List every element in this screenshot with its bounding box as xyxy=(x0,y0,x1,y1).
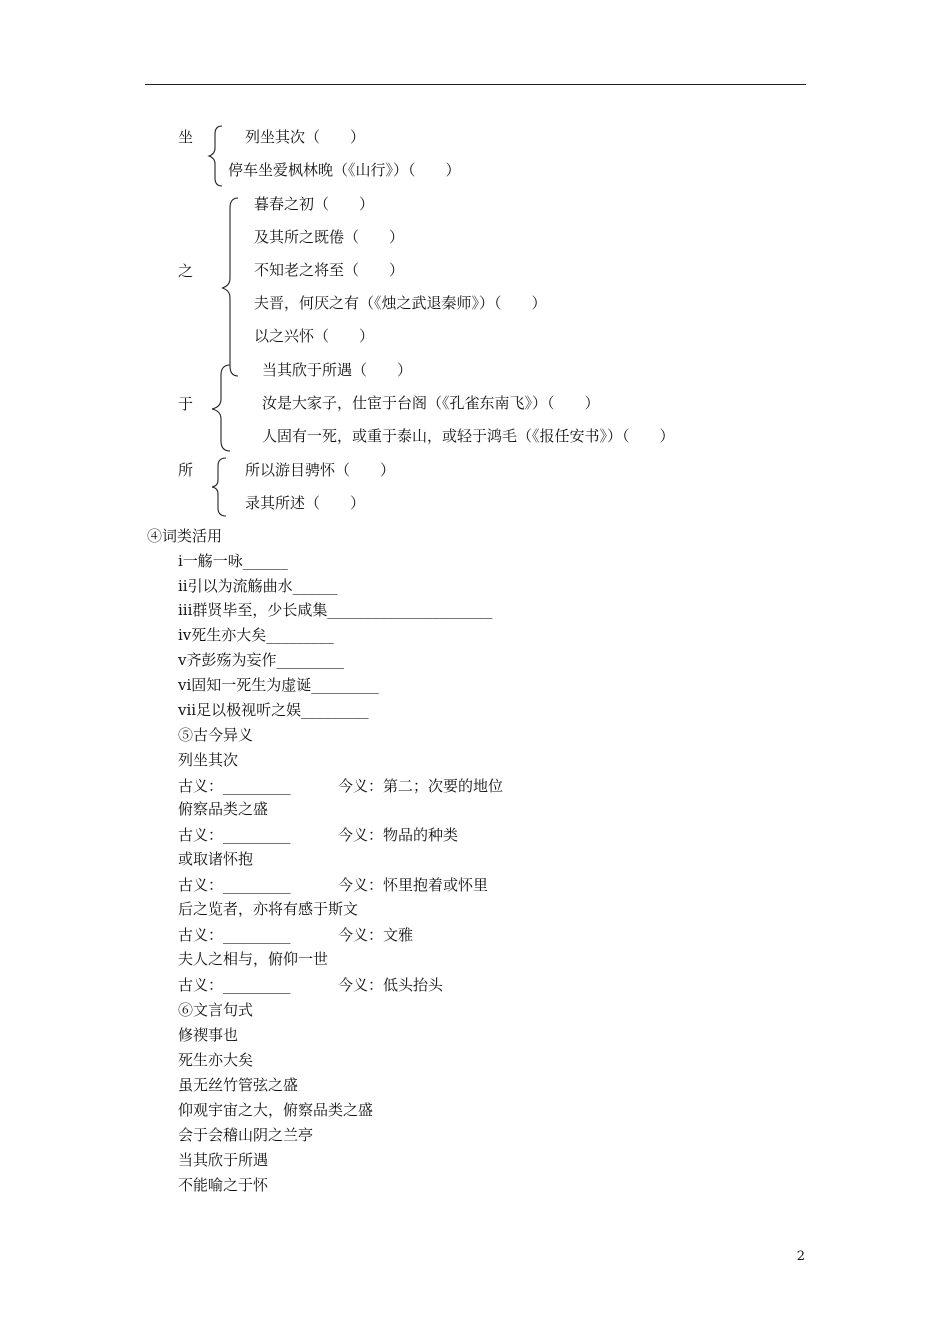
wenyan-item-5: 会于会稽山阴之兰亭 xyxy=(178,1126,314,1144)
page-number: 2 xyxy=(796,1249,805,1264)
gujin-jinyi-5: 今义：低头抬头 xyxy=(338,976,444,994)
gujin-guyi-5: 古义：_________ xyxy=(178,976,291,994)
suo-item-2: 录其所述（ ） xyxy=(245,494,366,512)
wenyan-item-4: 仰观宇宙之大，俯察品类之盛 xyxy=(178,1101,374,1119)
yu-item-2: 汝是大家子，仕宦于台阁（《孔雀东南飞》）（ ） xyxy=(262,394,600,412)
suo-item-1: 所以游目骋怀（ ） xyxy=(245,461,396,479)
yu-item-1: 当其欣于所遇（ ） xyxy=(262,361,413,379)
zhi-item-4: 夫晋，何厌之有（《烛之武退秦师》）（ ） xyxy=(254,294,547,312)
gujin-guyi-1: 古义：_________ xyxy=(178,777,291,795)
gujin-guyi-4: 古义：_________ xyxy=(178,926,291,944)
group-char-zhi: 之 xyxy=(178,262,194,280)
cilei-item-2: ii引以为流觞曲水______ xyxy=(178,577,338,595)
wenyan-title: ⑥文言句式 xyxy=(178,1001,254,1019)
brace-yu xyxy=(208,363,234,453)
zhi-item-1: 暮春之初（ ） xyxy=(254,195,375,213)
gujin-guyi-2: 古义：_________ xyxy=(178,826,291,844)
cilei-item-4: iv死生亦大矣_________ xyxy=(178,626,334,644)
gujin-sentence-5: 夫人之相与，俯仰一世 xyxy=(178,950,329,968)
zuo-item-2: 停车坐爱枫林晚（《山行》）（ ） xyxy=(228,161,461,179)
cilei-item-3: iii群贤毕至，少长咸集______________________ xyxy=(178,601,493,619)
gujin-sentence-4: 后之览者，亦将有感于斯文 xyxy=(178,900,359,918)
gujin-jinyi-4: 今义：文雅 xyxy=(338,926,414,944)
gujin-guyi-3: 古义：_________ xyxy=(178,876,291,894)
gujin-sentence-2: 俯察品类之盛 xyxy=(178,800,269,818)
wenyan-item-6: 当其欣于所遇 xyxy=(178,1151,269,1169)
cilei-item-6: vi固知一死生为虚诞_________ xyxy=(178,676,379,694)
cilei-item-5: v齐彭殇为妄作_________ xyxy=(178,651,344,669)
group-char-yu: 于 xyxy=(178,395,194,413)
header-rule xyxy=(145,84,806,85)
brace-suo xyxy=(208,456,230,518)
gujin-sentence-1: 列坐其次 xyxy=(178,751,239,769)
gujin-jinyi-3: 今义：怀里抱着或怀里 xyxy=(338,876,489,894)
yu-item-3: 人固有一死，或重于泰山，或轻于鸿毛（《报任安书》）（ ） xyxy=(262,427,675,445)
gujin-jinyi-2: 今义：物品的种类 xyxy=(338,826,459,844)
zhi-item-2: 及其所之既倦（ ） xyxy=(254,228,405,246)
cilei-title: ④词类活用 xyxy=(147,527,223,545)
brace-zuo xyxy=(206,124,226,188)
group-char-suo: 所 xyxy=(178,461,194,479)
gujin-title: ⑤古今异义 xyxy=(178,726,254,744)
wenyan-item-2: 死生亦大矣 xyxy=(178,1051,254,1069)
gujin-sentence-3: 或取诸怀抱 xyxy=(178,850,254,868)
cilei-item-7: vii足以极视听之娱_________ xyxy=(178,701,369,719)
zuo-item-1: 列坐其次（ ） xyxy=(245,128,366,146)
zhi-item-3: 不知老之将至（ ） xyxy=(254,261,405,279)
gujin-jinyi-1: 今义：第二；次要的地位 xyxy=(338,777,504,795)
wenyan-item-7: 不能喻之于怀 xyxy=(178,1176,269,1194)
wenyan-item-3: 虽无丝竹管弦之盛 xyxy=(178,1076,299,1094)
brace-zhi xyxy=(218,196,242,378)
zhi-item-5: 以之兴怀（ ） xyxy=(254,327,375,345)
group-char-zuo: 坐 xyxy=(178,128,194,146)
wenyan-item-1: 修禊事也 xyxy=(178,1026,239,1044)
cilei-item-1: i一觞一咏______ xyxy=(178,552,288,570)
